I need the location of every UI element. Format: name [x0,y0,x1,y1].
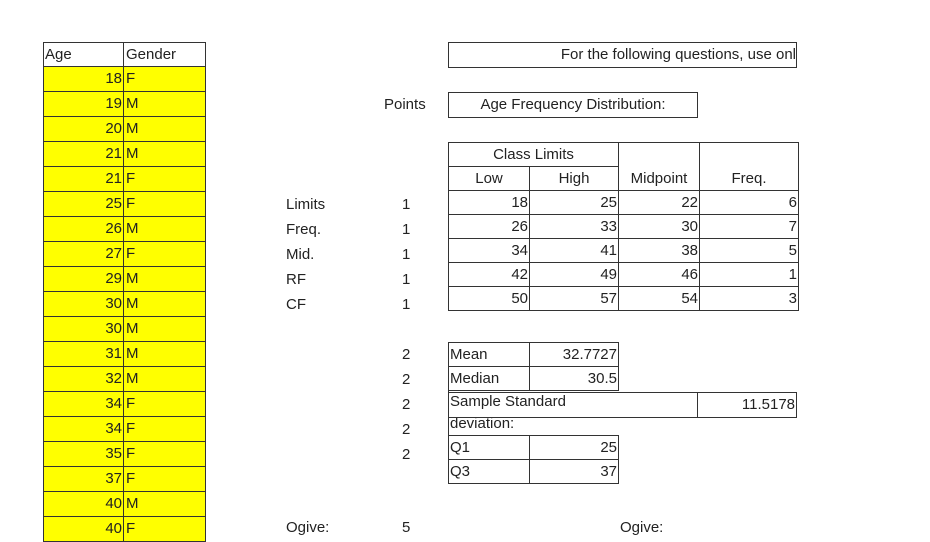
age-table-row [44,292,205,317]
age-cell[interactable]: 29 [44,267,124,291]
gender-cell[interactable]: F [126,445,136,462]
stat-points[interactable]: 2 [402,446,411,463]
gender-cell[interactable]: M [126,95,139,112]
age-table-row [44,342,205,367]
freq-header[interactable]: Freq. [700,143,799,191]
age-table-row [44,417,205,442]
gender-cell[interactable]: F [126,245,136,262]
freq-cell[interactable]: 1 [700,263,799,287]
rubric-points[interactable]: 1 [402,271,411,288]
age-gender-table [43,42,206,542]
age-table-row [44,67,205,92]
sd-value-cell[interactable] [697,392,797,418]
high-cell[interactable]: 25 [530,191,619,215]
age-cell[interactable]: 34 [44,392,124,416]
age-table-row [44,92,205,117]
low-cell[interactable]: 42 [449,263,530,287]
ogive-label-2[interactable]: Ogive: [620,519,664,536]
age-cell[interactable]: 31 [44,342,124,366]
age-table-row [44,392,205,417]
mean-value[interactable]: 32.7727 [530,343,619,367]
freq-dist-title-cell[interactable] [448,92,698,118]
points-header[interactable]: Points [384,96,426,113]
age-table-row [44,192,205,217]
gender-cell[interactable]: M [126,220,139,237]
age-table-row [44,242,205,267]
midpoint-header[interactable]: Midpoint [619,143,700,191]
midpoint-cell[interactable]: 30 [619,215,700,239]
freq-table-header-row-1 [449,143,799,167]
stats-row-q3 [449,460,619,484]
high-cell[interactable]: 49 [530,263,619,287]
low-cell[interactable]: 50 [449,287,530,311]
rubric-label[interactable]: Mid. [286,246,315,263]
midpoint-cell[interactable]: 54 [619,287,700,311]
low-header[interactable]: Low [449,167,530,191]
age-cell[interactable]: 27 [44,242,124,266]
age-cell[interactable]: 21 [44,167,124,191]
ogive-points[interactable]: 5 [402,519,411,536]
stats-row-median [449,367,619,391]
gender-cell[interactable]: M [126,495,139,512]
rubric-points[interactable]: 1 [402,246,411,263]
median-value[interactable]: 30.5 [530,367,619,391]
age-table-row [44,442,205,467]
age-cell[interactable]: 19 [44,92,124,116]
age-table-row [44,492,205,517]
gender-cell[interactable]: F [126,420,136,437]
freq-table-row [449,263,799,287]
age-table-header-row [44,42,205,67]
gender-cell[interactable]: M [126,295,139,312]
q3-value[interactable]: 37 [530,460,619,484]
age-table-row [44,267,205,292]
age-cell[interactable]: 37 [44,467,124,491]
stat-points[interactable]: 2 [402,346,411,363]
gender-cell[interactable]: F [126,195,136,212]
midpoint-cell[interactable]: 22 [619,191,700,215]
low-cell[interactable]: 34 [449,239,530,263]
age-table-row [44,367,205,392]
age-cell[interactable]: 34 [44,417,124,441]
rubric-label[interactable]: Freq. [286,221,322,238]
high-cell[interactable]: 33 [530,215,619,239]
age-cell[interactable]: 30 [44,292,124,316]
stat-points[interactable]: 2 [402,421,411,438]
freq-dist-title: Age Frequency Distribution: [480,96,666,113]
gender-cell[interactable]: F [126,170,136,187]
freq-cell[interactable]: 5 [700,239,799,263]
freq-cell[interactable]: 3 [700,287,799,311]
age-cell[interactable]: 32 [44,367,124,391]
low-cell[interactable]: 18 [449,191,530,215]
stat-points[interactable]: 2 [402,371,411,388]
high-cell[interactable]: 57 [530,287,619,311]
instructions-cell[interactable] [448,42,797,68]
stat-points[interactable]: 2 [402,396,411,413]
stats-row-q1 [449,436,619,460]
median-label[interactable]: Median [449,367,530,391]
stats-row-mean [449,343,619,367]
rubric-label[interactable]: RF [286,271,306,288]
gender-cell[interactable]: F [126,395,136,412]
age-cell[interactable]: 30 [44,317,124,341]
sd-value: 11.5178 [741,396,795,413]
age-table-row [44,217,205,242]
age-table-row [44,467,205,492]
q3-label[interactable]: Q3 [449,460,530,484]
freq-table-row [449,287,799,311]
rubric-points[interactable]: 1 [402,221,411,238]
gender-cell[interactable]: M [126,345,139,362]
sd-label[interactable]: Sample Standard deviation: [449,391,619,436]
age-header-cell[interactable]: Age [44,43,124,66]
age-table-row [44,142,205,167]
age-cell[interactable]: 40 [44,492,124,516]
rubric-label[interactable]: CF [286,296,306,313]
age-cell[interactable]: 40 [44,517,124,541]
midpoint-cell[interactable]: 38 [619,239,700,263]
mean-label[interactable]: Mean [449,343,530,367]
age-cell[interactable]: 26 [44,217,124,241]
age-cell[interactable]: 21 [44,142,124,166]
age-table-row [44,167,205,192]
age-cell[interactable]: 18 [44,67,124,91]
rubric-label[interactable]: Limits [286,196,326,213]
age-table-row [44,317,205,342]
high-cell[interactable]: 41 [530,239,619,263]
gender-cell[interactable]: M [126,270,139,287]
age-cell[interactable]: 35 [44,442,124,466]
q1-label[interactable]: Q1 [449,436,530,460]
gender-cell[interactable]: F [126,470,136,487]
gender-header-cell[interactable]: Gender [126,46,177,63]
q1-value[interactable]: 25 [530,436,619,460]
rubric-points[interactable]: 1 [402,196,411,213]
midpoint-cell[interactable]: 46 [619,263,700,287]
gender-cell[interactable]: M [126,120,139,137]
age-table-row [44,117,205,142]
freq-cell[interactable]: 6 [700,191,799,215]
frequency-distribution-table [448,142,799,311]
high-header[interactable]: High [530,167,619,191]
freq-cell[interactable]: 7 [700,215,799,239]
gender-cell[interactable]: M [126,320,139,337]
instructions-text: For the following questions, use onl [560,46,796,63]
rubric-points[interactable]: 1 [402,296,411,313]
gender-cell[interactable]: F [126,520,136,537]
low-cell[interactable]: 26 [449,215,530,239]
age-table-row [44,517,205,542]
age-cell[interactable]: 25 [44,192,124,216]
gender-cell[interactable]: M [126,370,139,387]
gender-cell[interactable]: M [126,145,139,162]
age-cell[interactable]: 20 [44,117,124,141]
class-limits-header[interactable]: Class Limits [449,143,619,167]
freq-table-row [449,191,799,215]
ogive-label[interactable]: Ogive: [286,519,330,536]
freq-table-row [449,239,799,263]
gender-cell[interactable]: F [126,70,136,87]
freq-table-row [449,215,799,239]
